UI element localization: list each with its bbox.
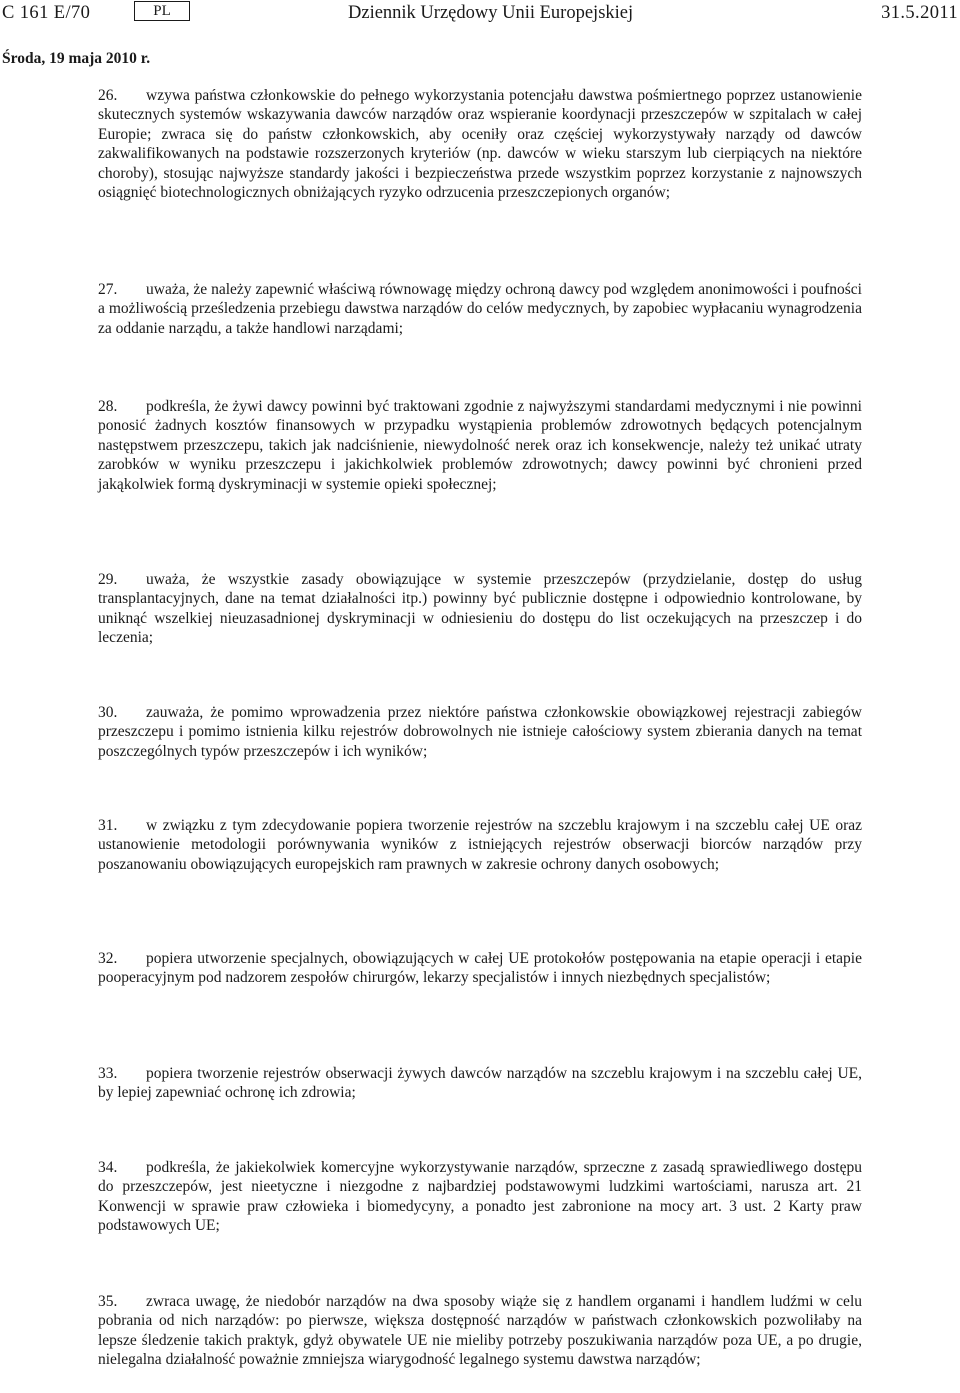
paragraph-number: 34.: [98, 1159, 118, 1176]
paragraph-number: 26.: [98, 87, 118, 104]
paragraph-31: [98, 816, 862, 874]
paragraph-text: popiera tworzenie rejestrów obserwacji żywych dawców narządów na szczeblu krajowym i na szczeblu całej UE, by lepiej zapewniać ochronę ich zdrowia;: [98, 1065, 862, 1102]
paragraph-34: [98, 1158, 862, 1236]
paragraph-text: w związku z tym zdecydowanie popiera tworzenie rejestrów na szczeblu krajowym i na szczeblu całej UE oraz ustanowienie metodologii porównywania wyników z istniejących rejestrów obserwacji biorców narządów przy poszanowaniu obowiązujących europejskich ram prawnych w zakresie ochrony danych osobowych;: [98, 817, 862, 873]
paragraph-text: zwraca uwagę, że niedobór narządów na dwa sposoby wiąże się z handlem organami i handlem ludźmi w celu pobrania od nich narządów: po pierwsze, większa dostępność narządów w państwach członkowskich pozwoliłaby na lepsze śledzenie takich praktyk, gdyż obywatele UE nie mieliby potrzeby poszukiwania narządów poza UE, a po drugie, nielegalna działalność poważnie zmniejsza wiarygodność legalnego systemu dawstwa narządów;: [98, 1293, 862, 1369]
session-date: Środa, 19 maja 2010 r.: [2, 50, 151, 67]
paragraph-33: [98, 1064, 862, 1103]
paragraph-number: 32.: [98, 950, 118, 967]
journal-title: Dziennik Urzędowy Unii Europejskiej: [348, 3, 634, 23]
paragraph-number: 35.: [98, 1293, 118, 1310]
paragraph-text: podkreśla, że jakiekolwiek komercyjne wykorzystywanie narządów, sprzeczne z zasadą sprawiedliwego dostępu do przeszczepów, jest nieetyczne i niezgodne z najbardziej podstawowymi ludzkimi wartościami, narusza art. 21 Konwencji w sprawie praw człowieka i biomedycyny, a ponadto jest zabronione na mocy art. 3 ust. 2 Karty praw podstawowych UE;: [98, 1159, 862, 1235]
paragraph-number: 27.: [98, 281, 118, 298]
paragraph-number: 33.: [98, 1065, 118, 1082]
paragraph-29: [98, 570, 862, 648]
paragraph-text: podkreśla, że żywi dawcy powinni być traktowani zgodnie z najwyższymi standardami medycznymi i nie powinni ponosić żadnych kosztów finansowych w przypadku wystąpienia problemów zdrowotnych będących potencjalnym następstwem przeszczepu, takich jak nadciśnienie, niewydolność nerek oraz ich konsekwencje, należy też unikać utraty zarobków w wyniku przeszczepu i jakichkolwiek problemów zdrowotnych; dawcy powinni być chronieni przed jakąkolwiek formą dyskryminacji w systemie opieki społecznej;: [98, 398, 862, 493]
language-badge: PL: [134, 1, 190, 21]
paragraph-text: uważa, że należy zapewnić właściwą równowagę między ochroną dawcy pod względem anonimowości i poufności a możliwością prześledzenia przebiegu dawstwa narządów do celów medycznych, by zapobiec wypłacaniu wynagrodzenia za oddanie narządu, a także handlowi narządami;: [98, 281, 862, 337]
paragraph-32: [98, 949, 862, 988]
paragraph-text: zauważa, że pomimo wprowadzenia przez niektóre państwa członkowskie obowiązkowej rejestracji zabiegów przeszczepu i pomimo istnienia kilku rejestrów dobrowolnych nie istnieje całościowy system zbierania danych na temat poszczególnych typów przeszczepów i ich wyników;: [98, 704, 862, 760]
paragraph-number: 29.: [98, 571, 118, 588]
paragraph-text: uważa, że wszystkie zasady obowiązujące w systemie przeszczepów (przydzielanie, dostęp do usług transplantacyjnych, dane na temat działalności itp.) powinny być publicznie dostępne i odpowiednio kontrolowane, by uniknąć wszelkiej nieuzasadnionej dyskryminacji w odniesieniu do dostępu do list oczekujących na przeszczep i do leczenia;: [98, 571, 862, 647]
paragraph-26: [98, 86, 862, 202]
paragraph-number: 28.: [98, 398, 118, 415]
paragraph-30: [98, 703, 862, 761]
paragraph-number: 31.: [98, 817, 118, 834]
paragraph-27: [98, 280, 862, 338]
paragraph-text: popiera utworzenie specjalnych, obowiązujących w całej UE protokołów postępowania na etapie operacji i etapie pooperacyjnym pod nadzorem zespołów chirurgów, lekarzy specjalistów i innych niezbędnych specjalistów;: [98, 950, 862, 987]
paragraph-text: wzywa państwa członkowskie do pełnego wykorzystania potencjału dawstwa pośmiertnego poprzez ustanowienie skutecznych systemów wskazywania dawców narządów oraz wspieranie koordynacji przeszczepów w szpitalach w całej Europie; zwraca się do państw członkowskich, aby oceniły oraz częściej wykorzystywały narządy od dawców zakwalifikowanych na podstawie rozszerzonych kryteriów (np. dawców w wieku starszym lub cierpiących na niektóre choroby), stosując najwyższe standardy jakości i bezpieczeństwa przede wszystkim poprzez korzystanie z najnowszych osiągnięć biotechnologicznych obniżających ryzyko odrzucenia przeszczepionych organów;: [98, 87, 862, 202]
paragraph-28: [98, 397, 862, 494]
page-header: [0, 0, 960, 30]
publication-date: 31.5.2011: [881, 3, 958, 23]
journal-reference: C 161 E/70: [2, 3, 91, 23]
paragraph-number: 30.: [98, 704, 118, 721]
paragraph-35: [98, 1292, 862, 1370]
